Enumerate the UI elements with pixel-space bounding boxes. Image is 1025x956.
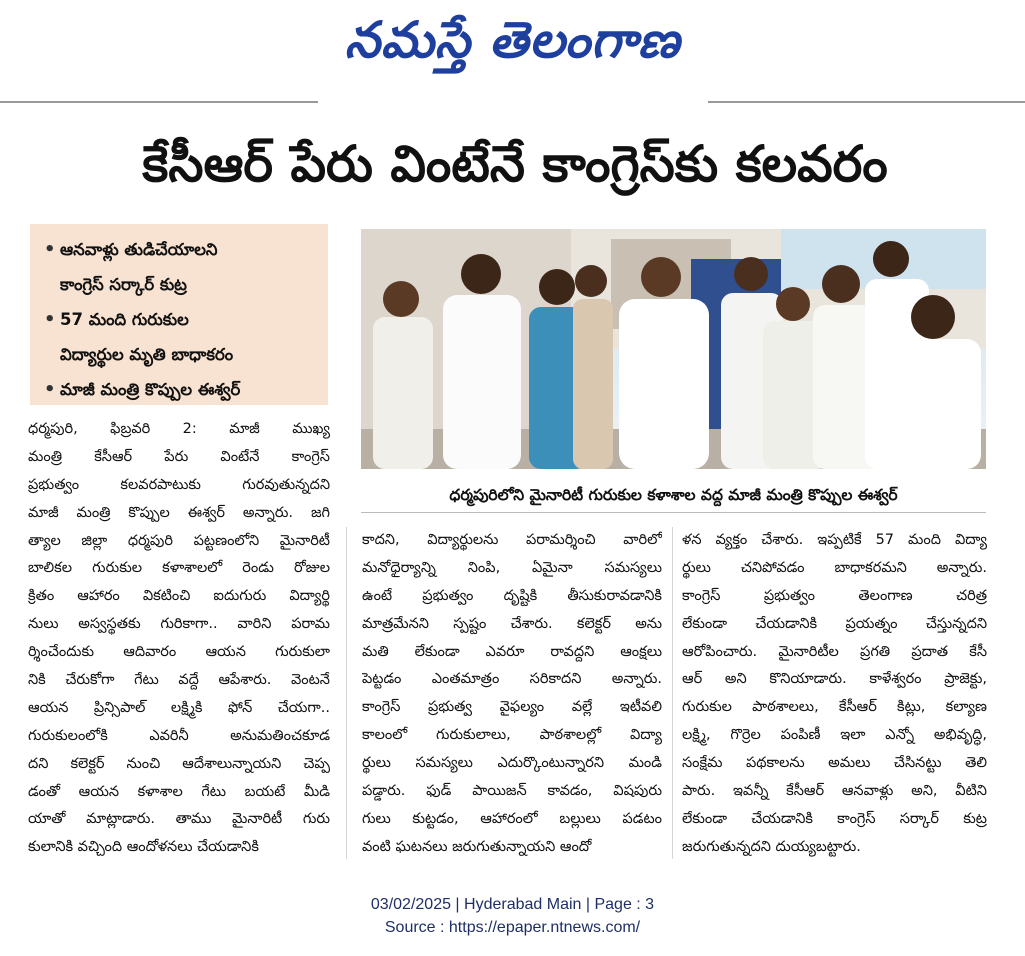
article-line: గులు కుట్టడం, ఆహారంలో బల్లులు పడటం [362,810,662,827]
highlight-text: ఆనవాళ్లు తుడిచేయాలని [60,240,218,259]
article-column-1 [28,416,330,862]
footer-source: Source : https://epaper.ntnews.com/ [384,919,641,936]
article-line: లేకుండా చేయడానికి కాంగ్రెస్ సర్కార్ కుట్ర [682,810,987,827]
photo-caption: ధర్మపురిలోని మైనారిటీ గురుకుల కళాశాల వద్ద మాజీ మంత్రి కొప్పుల ఈశ్వర్ [449,486,898,504]
article-line: కాంగ్రెస్ ప్రభుత్వ వైఫల్యం వల్లే ఇటీవలి [362,699,662,716]
headline: కేసీఆర్ పేరు వింటేనే కాంగ్రెస్‌కు కలవరం [142,135,888,193]
photo-image [361,229,986,469]
column-divider [672,527,673,859]
article-line: కాలంలో గురుకులాలు, పాఠశాలల్లో విద్యా [362,727,662,744]
top-rule-right [708,101,1025,103]
article-line: దని కలెక్టర్ నుంచి ఆదేశాలున్నాయని చెప్ప [28,755,330,772]
article-line: సంక్షేమ పథకాలను అమలు చేసినట్టు తెలి [682,755,987,772]
article-line: పారు. ఇవన్నీ కేసీఆర్ ఆనవాళ్లు అని, వీటిని [682,783,987,800]
article-line: డంతో ఆయన కళాశాల గేటు బయటే మీడి [28,783,330,800]
newspaper-logo: నమస్తే తెలంగాణ [344,11,681,69]
article-line: మాత్రమేనని స్పష్టం చేశారు. కలెక్టర్ అను [362,615,662,632]
article-line: మనోధైర్యాన్ని నింపి, ఏమైనా సమస్యలు [362,559,662,576]
footer-date-edition: 03/02/2025 | Hyderabad Main | Page : 3 [370,896,655,913]
article-line: ర్థులు సమస్యలు ఎదుర్కొంటున్నారని మండి [362,755,662,772]
article-line: మాజీ మంత్రి కొప్పుల ఈశ్వర్ అన్నారు. జగి [28,504,330,521]
article-line: కాదని, విద్యార్థులను పరామర్శించి వారిలో [362,532,662,548]
page-footer [0,893,1025,939]
article-line: పడ్డారు. ఫుడ్ పాయిజన్ కావడం, విషపురు [362,783,662,800]
bullet-icon: • [44,379,56,400]
article-line: ఆర్ అని కొనియాడారు. కాళేశ్వరం ప్రాజెక్టు, [682,671,987,688]
caption-rule [361,512,986,513]
top-rule-left [0,101,318,103]
highlight-line [44,372,318,407]
article-column-2 [362,527,662,862]
article-line: మతి లేకుండా ఎవరూ రావద్దని ఆంక్షలు [362,643,662,660]
article-line: పెట్టడం ఎంతమాత్రం సరికాదని అన్నారు. [362,671,662,688]
masthead [0,0,1025,80]
column-divider [346,527,347,859]
bullet-icon: • [44,239,56,260]
highlight-text: 57 మంది గురుకుల [60,310,189,329]
highlights-box [30,224,328,405]
article-line: కాంగ్రెస్ ప్రభుత్వం తెలంగాణ చరిత్ర [682,587,987,604]
article-line: ఆరోపించారు. మైనారిటీల ప్రగతి ప్రదాత కేసీ [682,643,987,660]
article-line: ఆయన ప్రిన్సిపాల్ లక్ష్మికి ఫోన్ చేయగా.. [28,699,330,716]
article-line: జరుగుతున్నదని దుయ్యబట్టారు. [682,838,861,855]
article-line: క్రితం ఆహారం వికటించి ఐదుగురు విద్యార్థి [28,588,330,605]
article-line: నులు అస్వస్థతకు గురికాగా.. వారిని పరామ [28,616,330,633]
highlight-text: మాజీ మంత్రి కొప్పుల ఈశ్వర్ [60,380,241,399]
highlight-line [44,267,318,302]
article-line: యాతో మాట్లాడారు. తాము మైనారిటీ గురు [28,811,330,828]
article-column-3 [682,527,987,862]
bullet-icon: • [44,309,56,330]
article-line: వంటి ఘటనలు జరుగుతున్నాయని ఆందో [362,838,592,855]
article-line: గురుకులంలోకి ఎవరినీ అనుమతించకూడ [28,727,330,744]
article-line: ఉంటే ప్రభుత్వం దృష్టికి తీసుకురావడానికి [362,587,662,604]
highlight-text: కాంగ్రెస్ సర్కార్ కుట్ర [60,275,187,294]
article-line: ప్రభుత్వం కలవరపాటుకు గురవుతున్నదని [28,476,330,493]
article-line: ర్థులు చనిపోవడం బాధాకరమని అన్నారు. [682,559,987,576]
article-line: నికి చేరుకోగా గేటు వద్దే ఆపేశారు. వెంటనే [28,672,330,689]
highlight-line [44,232,318,267]
article-line: త్యాల జిల్లా ధర్మపురి పట్టణంలోని మైనారిటీ [28,532,330,549]
article-line: గురుకుల పాఠశాలలు, కేసీఆర్ కిట్లు, కల్యాణ [682,699,987,716]
article-line: మంత్రి కేసీఆర్ పేరు వింటేనే కాంగ్రెస్ [28,448,330,465]
news-photo [361,229,986,469]
article-line: ధర్మపురి, ఫిబ్రవరి 2: మాజీ ముఖ్య [28,421,330,437]
highlight-line [44,302,318,337]
article-line: ర్శించేందుకు ఆదివారం ఆయన గురుకులా [28,644,330,661]
article-line: లేకుండా చేయడానికి ప్రయత్నం చేస్తున్నదని [682,615,987,632]
highlight-line [44,337,318,372]
article-line: లక్ష్మి, గొర్రెల పంపిణీ ఇలా ఎన్నో అభివృద్ధి, [682,727,987,744]
article-line: బాలికల గురుకుల కళాశాలలో రెండు రోజుల [28,560,330,577]
article-line: కులానికి వచ్చింది ఆందోళనలు చేయడానికి [28,839,259,856]
highlight-text: విద్యార్థుల మృతి బాధాకరం [60,345,234,364]
article-line: ళన వ్యక్తం చేశారు. ఇప్పటికే 57 మంది విద్యా [682,532,987,548]
